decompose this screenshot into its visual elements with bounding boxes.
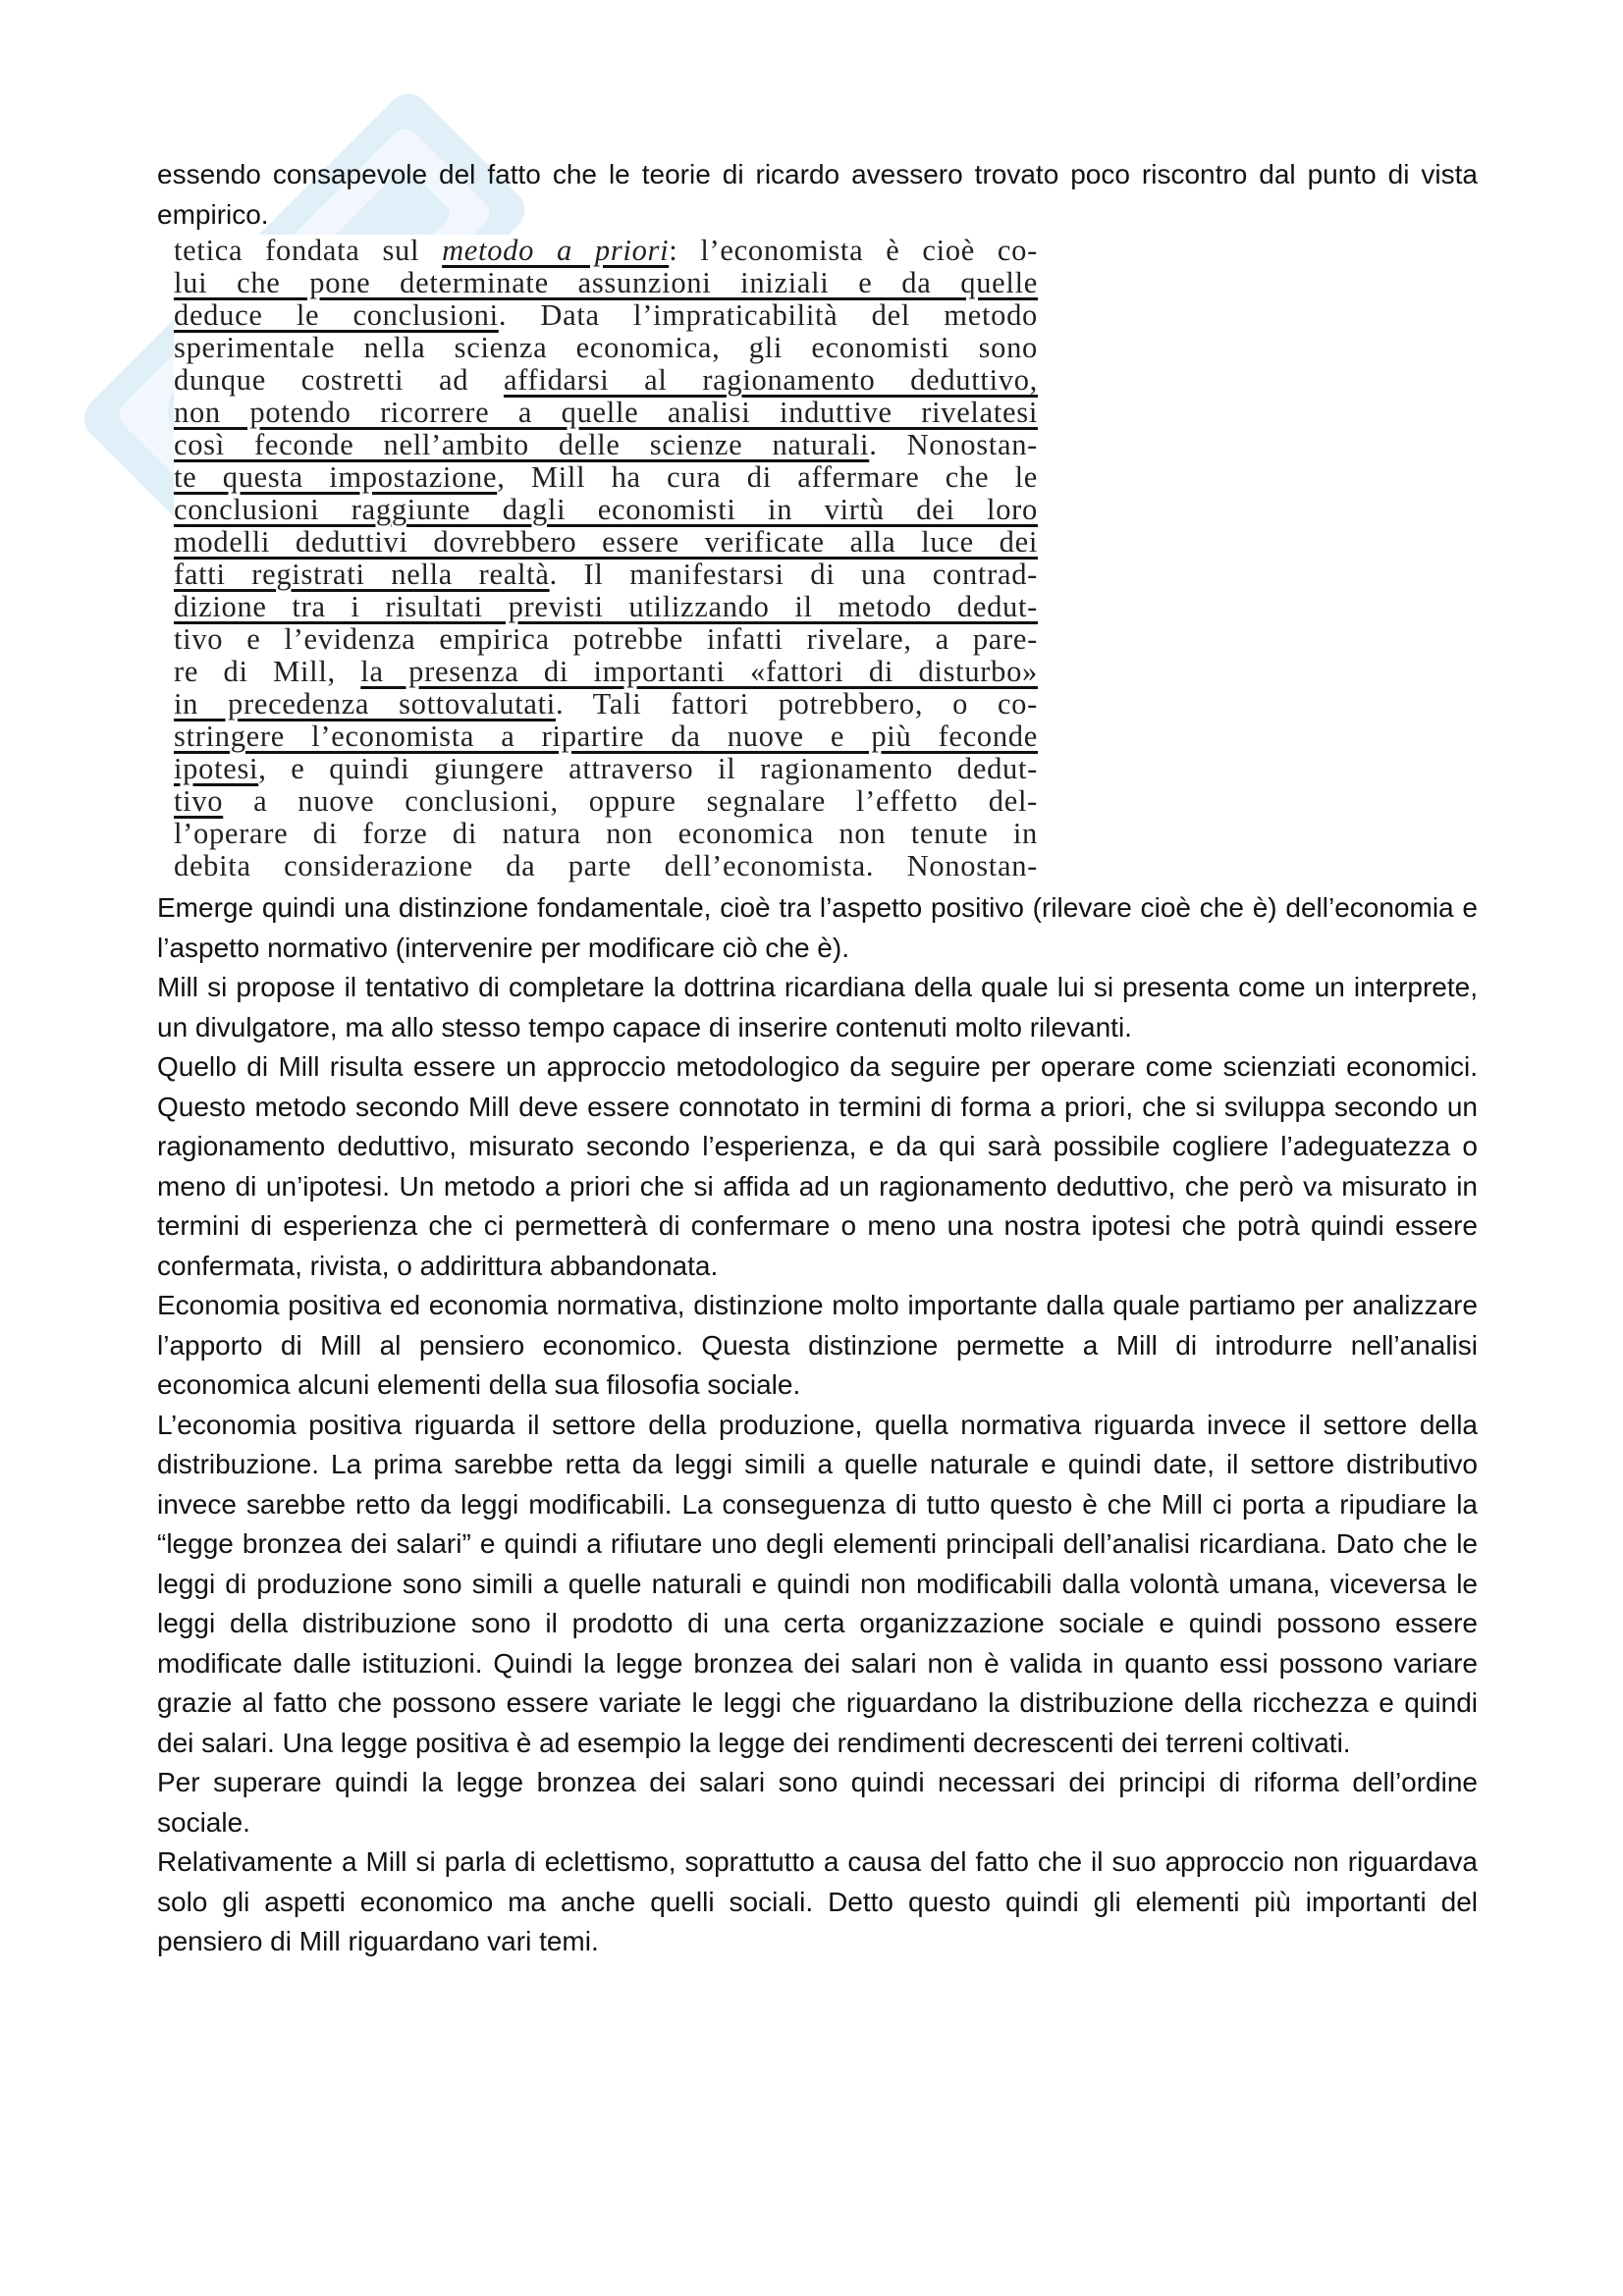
scan-text: re di Mill,	[174, 655, 361, 688]
underlined-text: così feconde nell’ambito delle scienze naturali	[174, 428, 870, 461]
scan-line	[174, 364, 1038, 397]
paragraph: Quello di Mill risulta essere un approccio metodologico da seguire per operare come scienziati economici. Questo metodo secondo Mill deve essere connotato in termini di forma a priori, che si sviluppa secondo un ragionamento deduttivo, misurato secondo l’esperienza, e da qui sarà possibile cogliere l’adeguatezza o meno di un’ipotesi. Un metodo a priori che si affida ad un ragionamento deduttivo, che però va misurato in termini di esperienza che ci permetterà di confermare o meno una nostra ipotesi che potrà quindi essere confermata, rivista, o addirittura abbandonata.	[157, 1051, 1478, 1281]
scanned-book-excerpt	[174, 235, 1038, 882]
underlined-text: tivo	[174, 784, 224, 818]
scan-text: , e quindi giungere attraverso il ragionamento dedut-	[258, 752, 1038, 785]
scan-line	[174, 818, 1038, 850]
underlined-text: stringere l’economista a ripartire da nuove e più feconde	[174, 720, 1038, 753]
scan-line	[174, 559, 1038, 591]
scan-line	[174, 332, 1038, 364]
scan-text: debita considerazione da parte dell’economista. Nonostan-	[174, 849, 1038, 882]
underlined-text: affidarsi al ragionamento deduttivo,	[504, 363, 1038, 397]
scan-line	[174, 397, 1038, 429]
underlined-text: fatti registrati nella realtà	[174, 558, 550, 591]
scan-text: tivo e l’evidenza empirica potrebbe infatti rivelare, a pare-	[174, 622, 1038, 656]
scan-line	[174, 623, 1038, 656]
scan-text: tetica fondata sul	[174, 234, 443, 267]
paragraph: Per superare quindi la legge bronzea dei salari sono quindi necessari dei principi di riforma dell’ordine sociale.	[157, 1767, 1478, 1838]
underlined-text: dizione tra i risultati previsti utilizzando il metodo dedut-	[174, 590, 1038, 623]
paragraph: essendo consapevole del fatto che le teorie di ricardo avessero trovato poco riscontro dal punto di vista empirico.	[157, 159, 1478, 230]
underlined-text: lui che pone determinate assunzioni iniziali e da quelle	[174, 266, 1038, 299]
scan-line	[174, 591, 1038, 623]
scan-line	[174, 688, 1038, 721]
underlined-text: te questa impostazione	[174, 460, 498, 494]
scan-line	[174, 235, 1038, 267]
paragraph: Mill si propose il tentativo di completare la dottrina ricardiana della quale lui si presenta come un interprete, un divulgatore, ma allo stesso tempo capace di inserire contenuti molto rilevanti.	[157, 972, 1478, 1042]
scan-text: l’operare di forze di natura non economica non tenute in	[174, 817, 1038, 850]
top-paragraphs	[157, 155, 1478, 235]
scan-text: . Data l’impraticabilità del metodo	[498, 298, 1038, 332]
scan-text: a nuove conclusioni, oppure segnalare l’effetto del-	[223, 784, 1038, 818]
scan-line	[174, 850, 1038, 882]
underlined-text: in precedenza sottovalutati	[174, 687, 556, 721]
underlined-text: non potendo ricorrere a quelle analisi induttive rivelatesi	[174, 396, 1038, 429]
underlined-text: deduce le conclusioni	[174, 298, 499, 332]
scan-line	[174, 785, 1038, 818]
scan-line	[174, 299, 1038, 332]
scan-text: . Tali fattori potrebbero, o co-	[555, 687, 1038, 721]
scan-text: , Mill ha cura di affermare che le	[497, 460, 1038, 494]
page-content	[157, 155, 1478, 1962]
scan-line	[174, 656, 1038, 688]
scan-line	[174, 267, 1038, 299]
underlined-text: la presenza di importanti «fattori di disturbo»	[360, 655, 1038, 688]
scan-text: . Il manifestarsi di una contrad-	[549, 558, 1039, 591]
scan-line	[174, 494, 1038, 526]
paragraph: L’economia positiva riguarda il settore della produzione, quella normativa riguarda invece il settore della distribuzione. La prima sarebbe retta da leggi simili a quelle naturale e quindi date, il settore distributivo invece sarebbe retto da leggi modificabili. La conseguenza di tutto questo è che Mill ci porta a ripudiare la “legge bronzea dei salari” e quindi a rifiutare uno degli elementi principali dell’analisi ricardiana. Dato che le leggi di produzione sono simili a quelle naturali e quindi non modificabili dalla volontà umana, viceversa le leggi della distribuzione sono il prodotto di una certa organizzazione sociale e quindi possono essere modificate dalle istituzioni. Quindi la legge bronzea dei salari non è valida in quanto essi possono variare grazie al fatto che possono essere variate le leggi che riguardano la distribuzione della ricchezza e quindi dei salari. Una legge positiva è ad esempio la legge dei rendimenti decrescenti dei terreni coltivati.	[157, 1409, 1478, 1758]
scan-line	[174, 721, 1038, 753]
underlined-text: modelli deduttivi dovrebbero essere verificate alla luce dei	[174, 525, 1038, 559]
scan-text: dunque costretti ad	[174, 363, 505, 397]
scan-line	[174, 526, 1038, 559]
scan-text: : l’economista è cioè co-	[669, 234, 1038, 267]
scan-line	[174, 461, 1038, 494]
scan-line	[174, 753, 1038, 785]
underlined-text: metodo a priori	[442, 234, 670, 267]
scan-text: sperimentale nella scienza economica, gli economisti sono	[174, 331, 1038, 364]
body-paragraphs	[157, 888, 1478, 1962]
underlined-text: ipotesi	[174, 752, 259, 785]
paragraph: Relativamente a Mill si parla di eclettismo, soprattutto a causa del fatto che il suo approccio non riguardava solo gli aspetti economico ma anche quelli sociali. Detto questo quindi gli elementi più importanti del pensiero di Mill riguardano vari temi.	[157, 1846, 1478, 1956]
paragraph: Economia positiva ed economia normativa, distinzione molto importante dalla quale partiamo per analizzare l’apporto di Mill al pensiero economico. Questa distinzione permette a Mill di introdurre nell’analisi economica alcuni elementi della sua filosofia sociale.	[157, 1290, 1478, 1400]
paragraph: Emerge quindi una distinzione fondamentale, cioè tra l’aspetto positivo (rilevare cioè che è) dell’economia e l’aspetto normativo (intervenire per modificare ciò che è).	[157, 892, 1478, 963]
scan-text: . Nonostan-	[869, 428, 1039, 461]
underlined-text: conclusioni raggiunte dagli economisti in virtù dei loro	[174, 493, 1038, 526]
scan-line	[174, 429, 1038, 461]
